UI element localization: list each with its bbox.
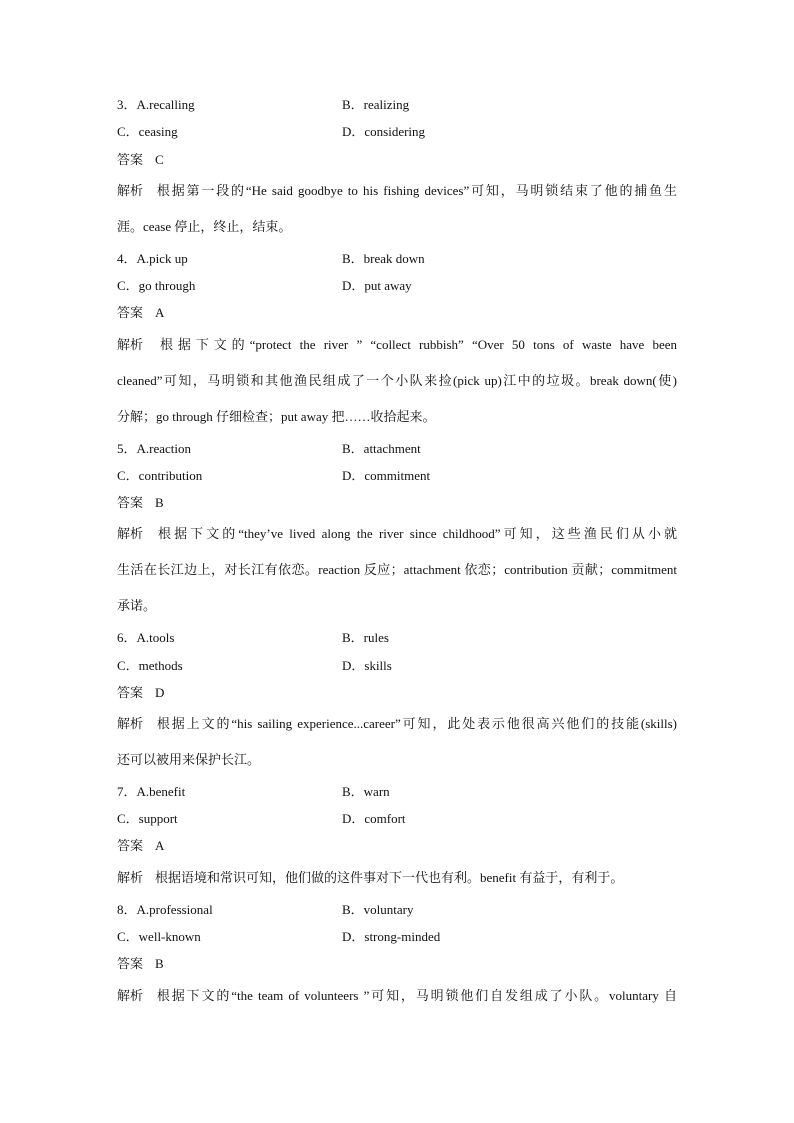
analysis-text: 根据语境和常识可知，他们做的这件事对下一代也有利。benefit 有益于，有利于。 [155,870,624,885]
q4-option-c: C．go through [117,278,196,293]
q6-analysis-line-1 [117,716,677,732]
q6-analysis-line-2: 还可以被用来保护长江。 [117,752,261,767]
q6-option-b: B．rules [342,630,389,645]
q7-analysis-line-1 [117,870,623,886]
q8-option-b: B．voluntary [342,902,414,917]
q3-analysis-line-2: 涯。cease 停止，终止，结束。 [117,219,292,234]
q4-answer [117,305,164,321]
analysis-text: 根据下文的“protect the river ” “collect rubbish” “Over 50 tons of waste have been [155,337,677,352]
answer-label: 答案 [117,495,144,510]
q3-answer [117,152,164,168]
q7-option-c: C．support [117,811,178,826]
answer-label: 答案 [117,838,144,853]
q7-option-a: 7．A.benefit [117,784,186,799]
q5-option-c: C．contribution [117,468,203,483]
q3-option-b: B．realizing [342,97,410,112]
analysis-label: 解析 [117,870,144,885]
q5-option-b: B．attachment [342,441,421,456]
analysis-label: 解析 [117,716,144,731]
answer-value: B [155,495,164,510]
answer-label: 答案 [117,152,144,167]
q5-analysis-line-1 [117,526,677,542]
answer-value: D [155,685,165,700]
analysis-label: 解析 [117,183,144,198]
analysis-text: 根据下文的“they’ve lived along the river since childhood”可知，这些渔民们从小就 [155,526,677,541]
analysis-text: 根据下文的“the team of volunteers ”可知，马明锁他们自发组成了小队。voluntary 自 [155,988,677,1003]
q5-answer [117,495,164,511]
q4-analysis-line-2: cleaned”可知，马明锁和其他渔民组成了一个小队来捡(pick up)江中的垃圾。break down(使) [117,373,677,388]
answer-label: 答案 [117,956,144,971]
analysis-text: 根据第一段的“He said goodbye to his fishing devices”可知，马明锁结束了他的捕鱼生 [155,183,677,198]
q3-analysis-line-1 [117,183,677,199]
q6-option-d: D．skills [342,658,392,673]
answer-value: B [155,956,164,971]
q4-option-a: 4．A.pick up [117,251,188,266]
q4-analysis-line-3: 分解；go through 仔细检查；put away 把……收拾起来。 [117,409,436,424]
q8-analysis-line-1 [117,988,677,1004]
analysis-text: 根据上文的“his sailing experience...career”可知，此处表示他很高兴他们的技能(skills) [155,716,677,731]
analysis-label: 解析 [117,337,144,352]
q4-analysis-line-1 [117,337,677,353]
answer-label: 答案 [117,685,144,700]
q5-analysis-line-2: 生活在长江边上，对长江有依恋。reaction 反应；attachment 依恋；contribution 贡献；commitment [117,562,677,577]
q5-analysis-line-3: 承诺。 [117,598,157,613]
q6-answer [117,685,164,701]
analysis-label: 解析 [117,526,144,541]
answer-label: 答案 [117,305,144,320]
q4-option-d: D．put away [342,278,412,293]
q7-option-b: B．warn [342,784,390,799]
analysis-label: 解析 [117,988,144,1003]
answer-value: A [155,305,165,320]
q8-option-d: D．strong-minded [342,929,441,944]
q6-option-c: C．methods [117,658,183,673]
q5-option-a: 5．A.reaction [117,441,192,456]
q8-answer [117,956,164,972]
q8-option-a: 8．A.professional [117,902,213,917]
q3-option-a: 3．A.recalling [117,97,195,112]
q3-option-c: C．ceasing [117,124,178,139]
answer-value: C [155,152,164,167]
answer-value: A [155,838,165,853]
q4-option-b: B．break down [342,251,425,266]
q3-option-d: D．considering [342,124,426,139]
q7-option-d: D．comfort [342,811,406,826]
q5-option-d: D．commitment [342,468,431,483]
q8-option-c: C．well-known [117,929,201,944]
q6-option-a: 6．A.tools [117,630,175,645]
q7-answer [117,838,164,854]
